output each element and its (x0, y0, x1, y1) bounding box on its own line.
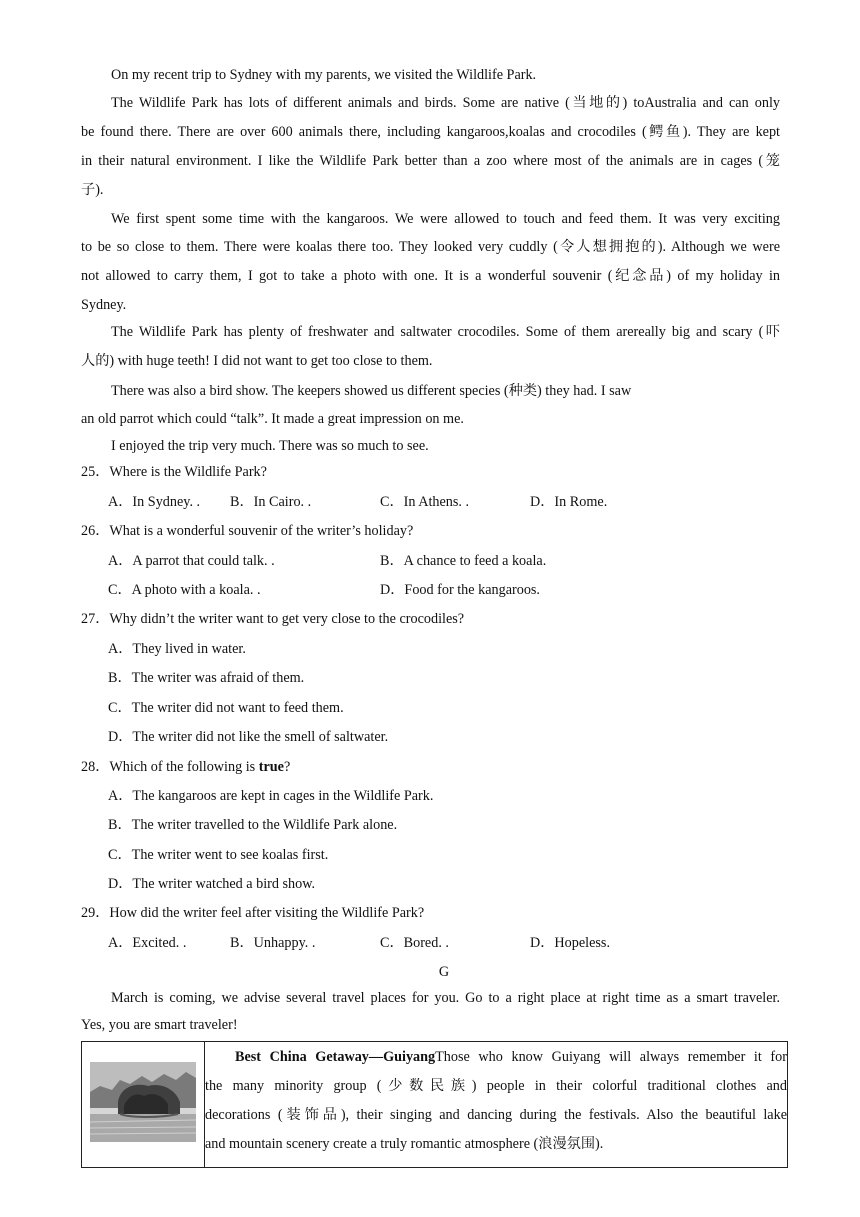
section-intro-line-2: Yes, you are smart traveler! (81, 1017, 238, 1033)
option-28-a: A．The kangaroos are kept in cages in the Wildlife Park. (108, 788, 434, 804)
passage-paragraph-3-line-2: to be so close to them. There were koalas there too. They looked very cuddly (令人想拥抱的). Although we were (81, 239, 780, 255)
option-26-c: C．A photo with a koala. . (108, 582, 261, 598)
scenery-photo (90, 1062, 196, 1142)
option-29-d: D．Hopeless. (530, 935, 610, 951)
passage-paragraph-2-line-4: 子). (81, 182, 104, 198)
option-25-b: B．In Cairo. . (230, 494, 312, 510)
option-25-c: C．In Athens. . (380, 494, 470, 510)
option-26-a: A．A parrot that could talk. . (108, 553, 275, 569)
option-27-b: B．The writer was afraid of them. (108, 670, 305, 686)
question-text: Which of the following is (109, 759, 259, 775)
passage-paragraph-4-line-2: 人的) with huge teeth! I did not want to get too close to them. (81, 353, 433, 369)
description-line-2: the many minority group (少数民族) people in their colorful traditional clothes and (205, 1078, 787, 1094)
description-cell (205, 1042, 788, 1168)
option-25-a: A．In Sydney. . (108, 494, 201, 510)
option-26-d: D．Food for the kangaroos. (380, 582, 540, 598)
travel-table (81, 1041, 788, 1168)
section-intro-line-1: March is coming, we advise several travel places for you. Go to a right place at right time as a smart traveler. (111, 990, 780, 1006)
option-27-d: D．The writer did not like the smell of saltwater. (108, 729, 389, 745)
question-number: 28． (81, 759, 110, 775)
passage-paragraph-3-line-4: Sydney. (81, 297, 127, 313)
passage-paragraph-3-line-3: not allowed to carry them, I got to take a photo with one. It is a wonderful souvenir (纪念品) of my holiday in (81, 268, 780, 284)
question-26 (81, 521, 413, 541)
passage-paragraph-2-line-3: in their natural environment. I like the Wildlife Park better than a zoo where most of the animals are in cages (笼 (81, 153, 780, 169)
option-29-b: B．Unhappy. . (230, 935, 316, 951)
description-line-1-text: Those who know Guiyang will always remember it for (435, 1049, 787, 1065)
description-line-3: decorations (装饰品), their singing and dancing during the festivals. Also the beautiful lake (205, 1107, 787, 1123)
passage-paragraph-5-line-1: There was also a bird show. The keepers showed us different species (种类) they had. I saw (111, 383, 632, 399)
question-25 (81, 462, 267, 482)
question-text-end: ? (283, 759, 291, 775)
question-number: 27． (81, 611, 110, 627)
destination-title: Best China Getaway—Guiyang (235, 1049, 436, 1065)
question-29 (81, 903, 424, 923)
option-29-c: C．Bored. . (380, 935, 449, 951)
option-28-d: D．The writer watched a bird show. (108, 876, 316, 892)
description-line-4: and mountain scenery create a truly romantic atmosphere (浪漫氛围). (205, 1136, 604, 1152)
option-27-a: A．They lived in water. (108, 641, 246, 657)
option-28-b: B．The writer travelled to the Wildlife Park alone. (108, 817, 398, 833)
passage-paragraph-2-line-1: The Wildlife Park has lots of different animals and birds. Some are native (当地的) toAustralia and can only (111, 95, 780, 111)
question-28 (81, 757, 290, 777)
question-text: How did the writer feel after visiting the Wildlife Park? (109, 905, 425, 921)
description-line-1 (205, 1043, 787, 1072)
option-28-c: C．The writer went to see koalas first. (108, 847, 329, 863)
passage-paragraph-4-line-1: The Wildlife Park has plenty of freshwater and saltwater crocodiles. Some of them arereally big and scary (吓 (111, 324, 780, 340)
option-27-c: C．The writer did not want to feed them. (108, 700, 344, 716)
option-25-d: D．In Rome. (530, 494, 608, 510)
passage-paragraph-5-line-2: an old parrot which could “talk”. It made a great impression on me. (81, 411, 464, 427)
question-emphasis: true (258, 759, 284, 775)
option-26-b: B．A chance to feed a koala. (380, 553, 547, 569)
question-number: 29． (81, 905, 110, 921)
question-text: Where is the Wildlife Park? (109, 464, 267, 480)
passage-paragraph-1: On my recent trip to Sydney with my parents, we visited the Wildlife Park. (111, 67, 537, 83)
question-27 (81, 609, 464, 629)
photo-cell (82, 1042, 205, 1168)
passage-paragraph-3-line-1: We first spent some time with the kangaroos. We were allowed to touch and feed them. It was very exciting (111, 211, 780, 227)
question-number: 26． (81, 523, 110, 539)
passage-paragraph-2-line-2: be found there. There are over 600 animals there, including kangaroos,koalas and crocodiles (鳄鱼). They are kept (81, 124, 780, 140)
question-text: What is a wonderful souvenir of the writer’s holiday? (109, 523, 414, 539)
question-text: Why didn’t the writer want to get very close to the crocodiles? (109, 611, 465, 627)
question-number: 25． (81, 464, 110, 480)
passage-paragraph-6: I enjoyed the trip very much. There was so much to see. (111, 438, 429, 454)
option-29-a: A．Excited. . (108, 935, 187, 951)
section-heading: G (438, 964, 450, 980)
